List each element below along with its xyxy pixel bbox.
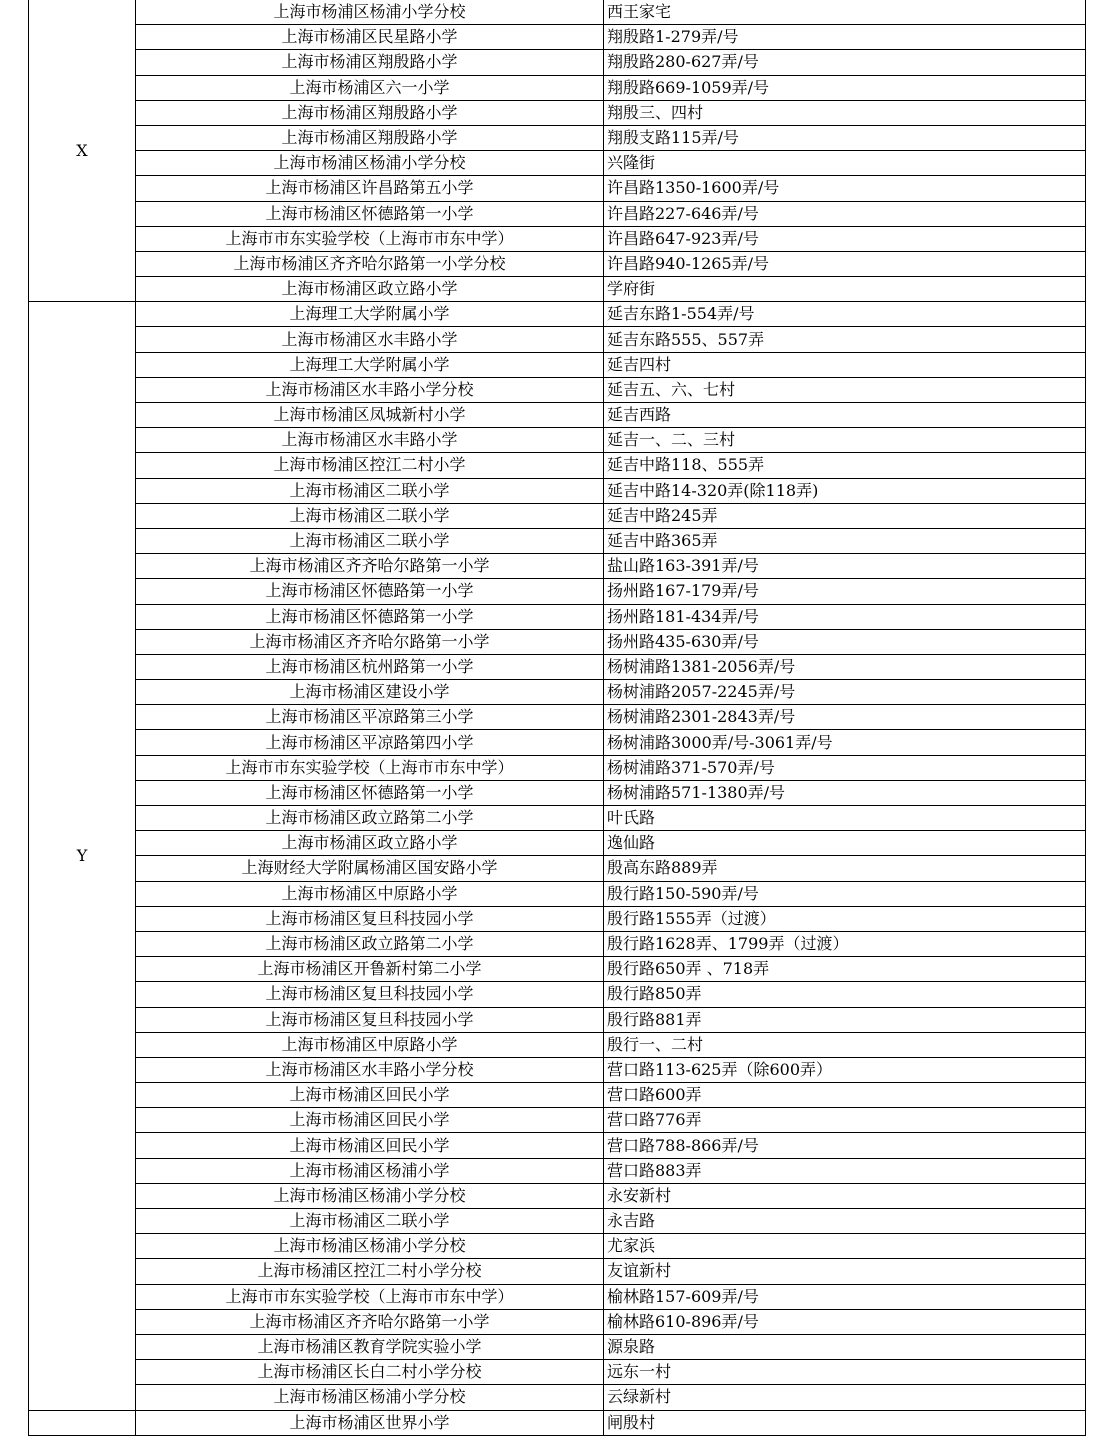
table-row (29, 1057, 1086, 1082)
school-name-cell: 上海市杨浦区长白二村小学分校 (136, 1360, 604, 1385)
table-row (29, 277, 1086, 302)
address-cell: 友谊新村 (604, 1259, 1086, 1284)
table-row (29, 579, 1086, 604)
school-name-cell: 上海市杨浦区翔殷路小学 (136, 50, 604, 75)
table-row (29, 806, 1086, 831)
address-cell: 云绿新村 (604, 1385, 1086, 1410)
table-body (29, 0, 1086, 1435)
table-row (29, 654, 1086, 679)
address-cell: 延吉五、六、七村 (604, 377, 1086, 402)
address-cell: 杨树浦路571-1380弄/号 (604, 780, 1086, 805)
school-name-cell: 上海市杨浦区二联小学 (136, 528, 604, 553)
address-cell: 许昌路1350-1600弄/号 (604, 176, 1086, 201)
address-cell: 榆林路157-609弄/号 (604, 1284, 1086, 1309)
table-row (29, 377, 1086, 402)
address-cell: 殷高东路889弄 (604, 856, 1086, 881)
address-cell: 叶氏路 (604, 806, 1086, 831)
address-cell: 许昌路940-1265弄/号 (604, 251, 1086, 276)
table-row (29, 1284, 1086, 1309)
table-row (29, 25, 1086, 50)
table-row (29, 403, 1086, 428)
table-row (29, 453, 1086, 478)
table-row (29, 1309, 1086, 1334)
school-name-cell: 上海市杨浦区世界小学 (136, 1410, 604, 1435)
school-name-cell: 上海市杨浦区齐齐哈尔路第一小学分校 (136, 251, 604, 276)
table-row (29, 755, 1086, 780)
school-name-cell: 上海市杨浦区怀德路第一小学 (136, 201, 604, 226)
address-cell: 闸殷村 (604, 1410, 1086, 1435)
table-row (29, 201, 1086, 226)
school-name-cell: 上海市杨浦区中原路小学 (136, 881, 604, 906)
address-cell: 延吉中路118、555弄 (604, 453, 1086, 478)
address-cell: 扬州路167-179弄/号 (604, 579, 1086, 604)
address-cell: 翔殷路669-1059弄/号 (604, 75, 1086, 100)
address-cell: 杨树浦路371-570弄/号 (604, 755, 1086, 780)
address-cell: 营口路600弄 (604, 1083, 1086, 1108)
school-name-cell: 上海市杨浦区怀德路第一小学 (136, 780, 604, 805)
table-row (29, 957, 1086, 982)
school-name-cell: 上海市杨浦区凤城新村小学 (136, 403, 604, 428)
school-name-cell: 上海市杨浦区政立路小学 (136, 277, 604, 302)
school-name-cell: 上海市杨浦区二联小学 (136, 503, 604, 528)
address-cell: 扬州路181-434弄/号 (604, 604, 1086, 629)
address-cell: 杨树浦路2301-2843弄/号 (604, 705, 1086, 730)
school-name-cell: 上海市杨浦区回民小学 (136, 1133, 604, 1158)
address-cell: 许昌路227-646弄/号 (604, 201, 1086, 226)
school-name-cell: 上海市杨浦区回民小学 (136, 1083, 604, 1108)
school-name-cell: 上海市杨浦区齐齐哈尔路第一小学 (136, 554, 604, 579)
school-name-cell: 上海市杨浦区杭州路第一小学 (136, 654, 604, 679)
table-row (29, 528, 1086, 553)
table-row (29, 352, 1086, 377)
school-name-cell: 上海市杨浦区怀德路第一小学 (136, 579, 604, 604)
address-cell: 远东一村 (604, 1360, 1086, 1385)
school-name-cell: 上海市杨浦区中原路小学 (136, 1032, 604, 1057)
address-cell: 永安新村 (604, 1183, 1086, 1208)
table-row (29, 1234, 1086, 1259)
school-name-cell: 上海市杨浦区民星路小学 (136, 25, 604, 50)
school-name-cell: 上海市杨浦区怀德路第一小学 (136, 604, 604, 629)
address-cell: 营口路788-866弄/号 (604, 1133, 1086, 1158)
table-row (29, 50, 1086, 75)
table-row (29, 1083, 1086, 1108)
address-cell: 营口路776弄 (604, 1108, 1086, 1133)
address-cell: 延吉东路555、557弄 (604, 327, 1086, 352)
address-cell: 翔殷三、四村 (604, 100, 1086, 125)
table-row (29, 629, 1086, 654)
school-name-cell: 上海市杨浦区齐齐哈尔路第一小学 (136, 629, 604, 654)
table-row (29, 1209, 1086, 1234)
table-row (29, 982, 1086, 1007)
address-cell: 延吉中路14-320弄(除118弄) (604, 478, 1086, 503)
table-row (29, 478, 1086, 503)
address-cell: 榆林路610-896弄/号 (604, 1309, 1086, 1334)
address-cell: 学府街 (604, 277, 1086, 302)
address-cell: 殷行路850弄 (604, 982, 1086, 1007)
table-row (29, 881, 1086, 906)
school-name-cell: 上海市杨浦区二联小学 (136, 1209, 604, 1234)
school-name-cell: 上海市杨浦区平凉路第四小学 (136, 730, 604, 755)
school-name-cell: 上海市杨浦区控江二村小学分校 (136, 1259, 604, 1284)
table-row (29, 1385, 1086, 1410)
address-cell: 延吉一、二、三村 (604, 428, 1086, 453)
table-row (29, 176, 1086, 201)
address-cell: 永吉路 (604, 1209, 1086, 1234)
table-row (29, 428, 1086, 453)
table-row (29, 831, 1086, 856)
table-row (29, 604, 1086, 629)
address-cell: 兴隆街 (604, 151, 1086, 176)
school-district-table (28, 0, 1086, 1436)
address-cell: 翔殷支路115弄/号 (604, 125, 1086, 150)
address-cell: 延吉西路 (604, 403, 1086, 428)
school-name-cell: 上海财经大学附属杨浦区国安路小学 (136, 856, 604, 881)
school-name-cell: 上海市杨浦区开鲁新村第二小学 (136, 957, 604, 982)
school-name-cell: 上海市杨浦区杨浦小学 (136, 1158, 604, 1183)
school-name-cell: 上海市杨浦区翔殷路小学 (136, 125, 604, 150)
school-name-cell: 上海理工大学附属小学 (136, 302, 604, 327)
table-row (29, 680, 1086, 705)
table-row (29, 75, 1086, 100)
school-name-cell: 上海市杨浦区六一小学 (136, 75, 604, 100)
address-cell: 杨树浦路1381-2056弄/号 (604, 654, 1086, 679)
address-cell: 西王家宅 (604, 0, 1086, 25)
school-name-cell: 上海市杨浦区杨浦小学分校 (136, 151, 604, 176)
school-name-cell: 上海市杨浦区平凉路第三小学 (136, 705, 604, 730)
table-row (29, 327, 1086, 352)
table-row (29, 705, 1086, 730)
school-name-cell: 上海市杨浦区许昌路第五小学 (136, 176, 604, 201)
initial-letter-cell: X (29, 0, 136, 302)
address-cell: 扬州路435-630弄/号 (604, 629, 1086, 654)
school-name-cell: 上海市杨浦区水丰路小学 (136, 327, 604, 352)
school-name-cell: 上海市市东实验学校（上海市市东中学） (136, 1284, 604, 1309)
table-row (29, 1360, 1086, 1385)
school-name-cell: 上海市杨浦区教育学院实验小学 (136, 1334, 604, 1359)
school-name-cell: 上海市杨浦区政立路第二小学 (136, 806, 604, 831)
school-name-cell: 上海市杨浦区水丰路小学 (136, 428, 604, 453)
table-row (29, 856, 1086, 881)
address-cell: 殷行路1555弄（过渡） (604, 906, 1086, 931)
school-name-cell: 上海市杨浦区杨浦小学分校 (136, 1183, 604, 1208)
address-cell: 殷行路650弄 、718弄 (604, 957, 1086, 982)
address-cell: 营口路113-625弄（除600弄） (604, 1057, 1086, 1082)
table-row (29, 503, 1086, 528)
school-name-cell: 上海市杨浦区杨浦小学分校 (136, 1385, 604, 1410)
school-name-cell: 上海市市东实验学校（上海市市东中学） (136, 226, 604, 251)
school-name-cell: 上海市杨浦区水丰路小学分校 (136, 1057, 604, 1082)
address-cell: 延吉中路365弄 (604, 528, 1086, 553)
table-row (29, 1158, 1086, 1183)
address-cell: 尤家浜 (604, 1234, 1086, 1259)
initial-letter-cell: Y (29, 302, 136, 1410)
address-cell: 源泉路 (604, 1334, 1086, 1359)
table-row (29, 1133, 1086, 1158)
address-cell: 营口路883弄 (604, 1158, 1086, 1183)
table-row (29, 780, 1086, 805)
school-name-cell: 上海市杨浦区杨浦小学分校 (136, 1234, 604, 1259)
school-name-cell: 上海市杨浦区建设小学 (136, 680, 604, 705)
school-name-cell: 上海市杨浦区政立路第二小学 (136, 931, 604, 956)
initial-letter-cell (29, 1410, 136, 1435)
school-name-cell: 上海市杨浦区回民小学 (136, 1108, 604, 1133)
table-row (29, 1334, 1086, 1359)
address-cell: 殷行路150-590弄/号 (604, 881, 1086, 906)
school-name-cell: 上海理工大学附属小学 (136, 352, 604, 377)
table-row (29, 554, 1086, 579)
table-row (29, 100, 1086, 125)
table-row (29, 226, 1086, 251)
school-name-cell: 上海市杨浦区复旦科技园小学 (136, 1007, 604, 1032)
address-cell: 翔殷路1-279弄/号 (604, 25, 1086, 50)
table-row (29, 906, 1086, 931)
school-name-cell: 上海市杨浦区水丰路小学分校 (136, 377, 604, 402)
school-name-cell: 上海市杨浦区二联小学 (136, 478, 604, 503)
address-cell: 杨树浦路2057-2245弄/号 (604, 680, 1086, 705)
table-row (29, 730, 1086, 755)
address-cell: 延吉东路1-554弄/号 (604, 302, 1086, 327)
table-row (29, 1007, 1086, 1032)
address-cell: 殷行一、二村 (604, 1032, 1086, 1057)
school-name-cell: 上海市杨浦区复旦科技园小学 (136, 906, 604, 931)
address-cell: 殷行路881弄 (604, 1007, 1086, 1032)
table-row (29, 1259, 1086, 1284)
table-row (29, 1183, 1086, 1208)
address-cell: 盐山路163-391弄/号 (604, 554, 1086, 579)
table-row (29, 125, 1086, 150)
address-cell: 延吉四村 (604, 352, 1086, 377)
table-row (29, 151, 1086, 176)
school-name-cell: 上海市杨浦区翔殷路小学 (136, 100, 604, 125)
table-row (29, 1032, 1086, 1057)
school-name-cell: 上海市杨浦区政立路小学 (136, 831, 604, 856)
address-cell: 逸仙路 (604, 831, 1086, 856)
address-cell: 殷行路1628弄、1799弄（过渡） (604, 931, 1086, 956)
school-name-cell: 上海市杨浦区复旦科技园小学 (136, 982, 604, 1007)
address-cell: 延吉中路245弄 (604, 503, 1086, 528)
table-row (29, 1108, 1086, 1133)
table-row (29, 251, 1086, 276)
table-row (29, 0, 1086, 25)
table-row (29, 931, 1086, 956)
school-name-cell: 上海市市东实验学校（上海市市东中学） (136, 755, 604, 780)
school-name-cell: 上海市杨浦区杨浦小学分校 (136, 0, 604, 25)
address-cell: 翔殷路280-627弄/号 (604, 50, 1086, 75)
school-name-cell: 上海市杨浦区齐齐哈尔路第一小学 (136, 1309, 604, 1334)
school-name-cell: 上海市杨浦区控江二村小学 (136, 453, 604, 478)
table-row (29, 302, 1086, 327)
address-cell: 杨树浦路3000弄/号-3061弄/号 (604, 730, 1086, 755)
table-row (29, 1410, 1086, 1435)
address-cell: 许昌路647-923弄/号 (604, 226, 1086, 251)
